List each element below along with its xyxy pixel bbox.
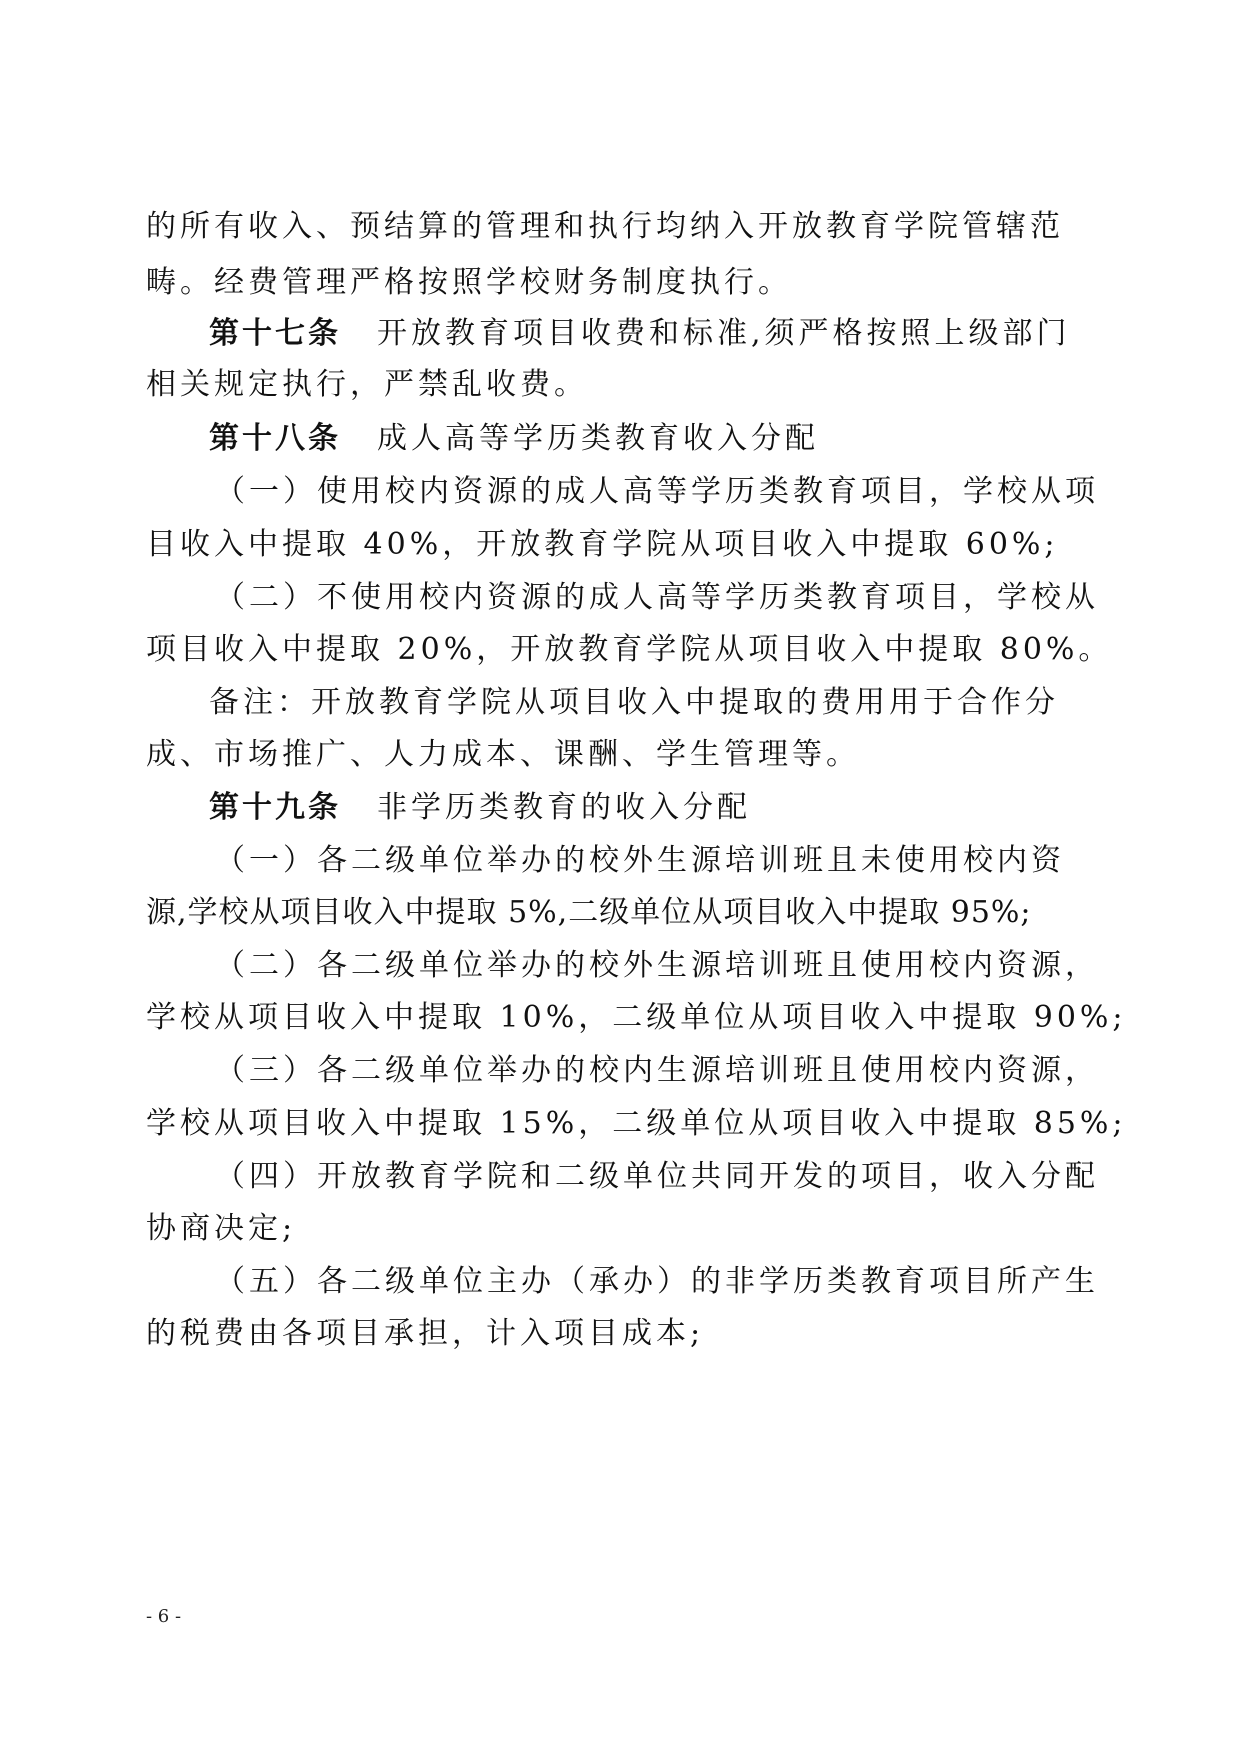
- article-19-item-3: （三）各二级单位举办的校内生源培训班且使用校内资源，: [215, 1053, 1099, 1088]
- article-19-item-3-cont: 学校从项目收入中提取 15%，二级单位从项目收入中提取 85%;: [146, 1106, 1127, 1141]
- article-19-item-2: （二）各二级单位举办的校外生源培训班且使用校内资源，: [215, 948, 1099, 983]
- article-19-item-5: （五）各二级单位主办（承办）的非学历类教育项目所产生: [215, 1264, 1099, 1299]
- article-17-title: 第十七条: [209, 316, 341, 351]
- article-18-title: 第十八条: [209, 421, 341, 456]
- article-19-heading: 非学历类教育的收入分配: [377, 790, 751, 825]
- article-19-item-4-cont: 协商决定;: [146, 1211, 297, 1246]
- article-18: [209, 409, 819, 469]
- article-18-item-1-cont: 目收入中提取 40%，开放教育学院从项目收入中提取 60%;: [146, 527, 1059, 562]
- body-text-line: 畴。经费管理严格按照学校财务制度执行。: [146, 265, 792, 300]
- article-17-text-cont: 相关规定执行，严禁乱收费。: [146, 367, 588, 402]
- article-18-item-2: （二）不使用校内资源的成人高等学历类教育项目，学校从: [215, 580, 1099, 615]
- article-19-title: 第十九条: [209, 790, 341, 825]
- article-19-item-1-cont: 源,学校从项目收入中提取 5%,二级单位从项目收入中提取 95%;: [146, 895, 1032, 930]
- article-19-item-4: （四）开放教育学院和二级单位共同开发的项目，收入分配: [215, 1159, 1099, 1194]
- article-19: [209, 778, 751, 838]
- article-18-note: 备注：开放教育学院从项目收入中提取的费用用于合作分: [209, 685, 1059, 720]
- article-18-note-cont: 成、市场推广、人力成本、课酬、学生管理等。: [146, 737, 860, 772]
- article-19-item-2-cont: 学校从项目收入中提取 10%，二级单位从项目收入中提取 90%;: [146, 1000, 1127, 1035]
- article-19-item-5-cont: 的税费由各项目承担，计入项目成本;: [146, 1316, 705, 1351]
- article-17-text: 开放教育项目收费和标准,须严格按照上级部门: [377, 316, 1071, 351]
- article-19-item-1: （一）各二级单位举办的校外生源培训班且未使用校内资: [215, 843, 1065, 878]
- body-text-line: 的所有收入、预结算的管理和执行均纳入开放教育学院管辖范: [146, 209, 1064, 244]
- page-number: - 6 -: [146, 1606, 182, 1627]
- article-18-item-2-cont: 项目收入中提取 20%，开放教育学院从项目收入中提取 80%。: [146, 632, 1113, 667]
- article-18-item-1: （一）使用校内资源的成人高等学历类教育项目，学校从项: [215, 474, 1099, 509]
- article-18-heading: 成人高等学历类教育收入分配: [377, 421, 819, 456]
